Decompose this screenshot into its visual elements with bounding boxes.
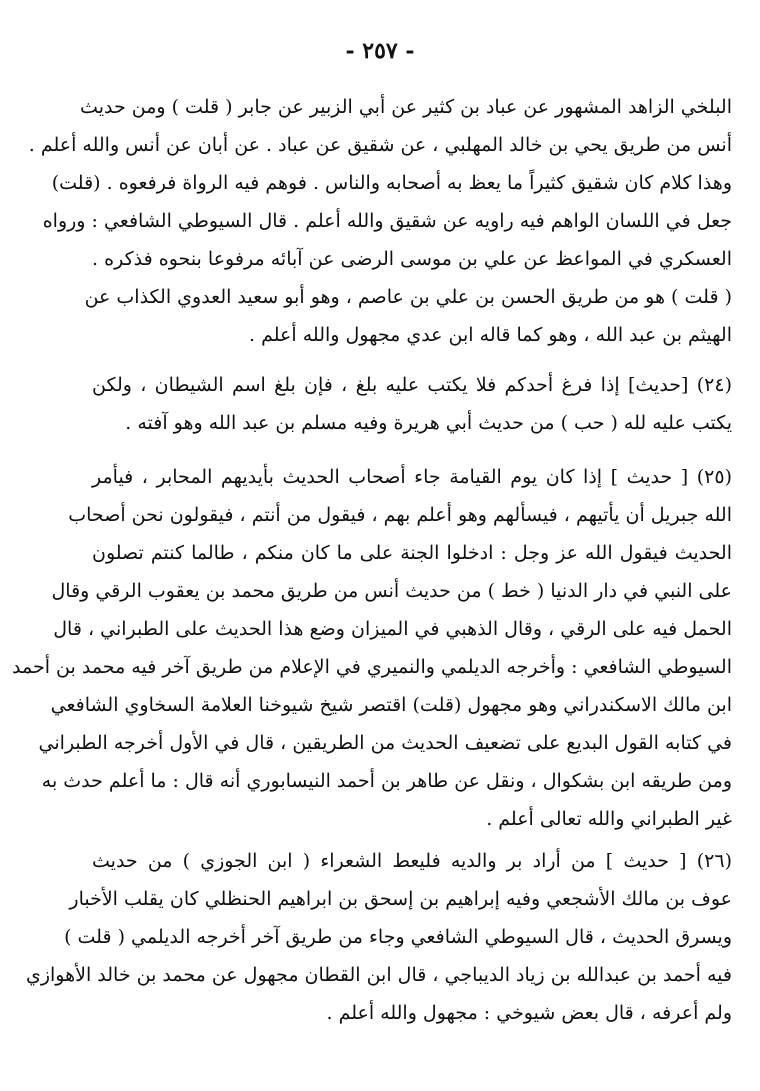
text-line: غير الطبراني والله تعالى أعلم . (486, 808, 732, 830)
text-line: (٢٦) [ حديث ] من أراد بر والديه فليعط الشعراء ( ابن الجوزي ) من حديث (92, 850, 732, 872)
text-line: الهيثم بن عبد الله ، وهو كما قاله ابن عدي مجهول والله أعلم . (249, 324, 732, 346)
text-line: ابن مالك الاسكندراني وهو مجهول (قلت) اقتصر شيخ شيوخنا العلامة السخاوي الشافعي (50, 694, 732, 716)
paragraph-4 (25, 842, 732, 1032)
text-line: الله جبريل أن يأتيهم ، فيسألهم وهو أعلم بهم ، فيقول من أنتم ، فيقولون نحن أصحاب (68, 504, 732, 526)
text-line: (٢٥) [ حديث ] إذا كان يوم القيامة جاء أصحاب الحديث بأيديهم المحابر ، فيأمر (92, 466, 732, 488)
text-line: فيه أحمد بن عبدالله بن زياد الديباجي ، قال ابن القطان مجهول عن محمد بن خالد الأهوازي (25, 964, 732, 986)
text-line: ويسرق الحديث ، قال السيوطي الشافعي وجاء من طريق آخر أخرجه الديلمي ( قلت ) (64, 926, 732, 948)
text-line: وهذا كلام كان شقيق كثيراً ما يعظ به أصحابه والناس . فوهم فيه الرواة فرفعوه . (قلت) (51, 172, 732, 194)
text-line: ولم أعرفه ، قال بعض شيوخي : مجهول والله أعلم . (326, 1002, 732, 1024)
text-line: (٢٤) [حديث] إذا فرغ أحدكم فلا يكتب عليه بلغ ، فإن بلغ اسم الشيطان ، ولكن (92, 374, 732, 396)
text-line: ومن طريقه ابن بشكوال ، ونقل عن طاهر بن أحمد النيسابوري أنه قال : ما أعلم حدث به (41, 770, 732, 792)
text-line: على النبي في دار الدنيا ( خط ) من حديث أنس من طريق محمد بن يعقوب الرقي وقال (51, 580, 732, 602)
text-line: جعل في اللسان الواهم فيه راويه عن شقيق والله أعلم . قال السيوطي الشافعي : ورواه (42, 210, 732, 232)
text-line: عوف بن مالك الأشجعي وفيه إبراهيم بن إسحق بن ابراهيم الحنظلي كان يقلب الأخبار (69, 888, 732, 910)
paragraph-2 (92, 366, 732, 442)
text-line: الحمل فيه على الرقي ، وقال الذهبي في الميزان وضع هذا الحديث على الطبراني ، قال (53, 618, 732, 640)
text-line: أنس من طريق يحي بن خالد المهلبي ، عن شقيق عن عباد . عن أبان عن أنس والله أعلم . (28, 134, 732, 156)
text-line: الحديث فيقول الله عز وجل : ادخلوا الجنة على ما كان منكم ، طالما كنتم تصلون (92, 542, 732, 564)
text-line: البلخي الزاهد المشهور عن عباد بن كثير عن أبي الزبير عن جابر ( قلت ) ومن حديث (80, 96, 732, 118)
text-line: يكتب عليه لله ( حب ) من حديث أبي هريرة وفيه مسلم بن عبد الله وهو آفته . (125, 412, 732, 434)
paragraph-1 (28, 88, 732, 354)
text-line: العسكري في المواعظ عن علي بن موسى الرضى عن آبائه مرفوعا بنحوه فذكره . (92, 248, 732, 270)
page-number: - ٢٥٧ - (345, 38, 415, 64)
text-line: السيوطي الشافعي : وأخرجه الديلمي والنميري في الإعلام من طريق آخر فيه محمد بن أحمد (12, 656, 732, 678)
text-line: في كتابه القول البديع على تضعيف الحديث من الطريقين ، قال في الأول أخرجه الطبراني (38, 732, 732, 754)
text-line: ( قلت ) هو من طريق الحسن بن علي بن عاصم ، وهو أبو سعيد العدوي الكذاب عن (84, 286, 732, 308)
paragraph-3 (12, 458, 732, 838)
